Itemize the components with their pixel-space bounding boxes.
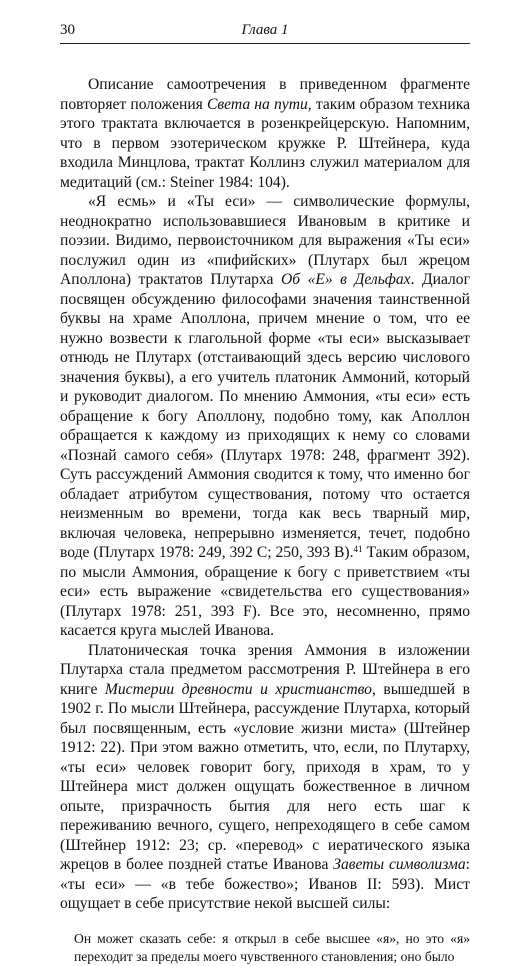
text-run: Таким образом, по мысли Аммония, обращение к богу с приветствием «ты еси» есть выражение «свидетельства его существования» (Плутарх 1978: 251, 393 F). Все это, несомненно, прямо касается круга мыслей Иванова.: [60, 544, 470, 639]
page-body: [60, 75, 470, 966]
paragraph-1: [60, 75, 470, 192]
quote-text: Он может сказать себе: я открыл в себе высшее «я», но это «я» переходит за пределы моего чувственного становления; оно было: [74, 930, 470, 964]
chapter-title: Глава 1: [241, 22, 289, 38]
text-run: , вышедшей в 1902 г. По мысли Штейнера, рассуждение Плутарха, который был посвященным, есть «условие жизни миста» (Штейнер 1912: 22). При этом важно отметить, что, если, по Плутарху, «ты еси» человек говорит богу, приходя в храм, то у Штейнера мист должен ощущать божественное в личном опыте, призрачность бытия для него есть шаг к переживанию вечного, сущего, непреходящего в себе самом (Штейнер 1912: 23; ср. «перевод» с иератического языка жрецов в более поздней статье Иванова: [60, 680, 470, 873]
italic-title: Об «Е» в Дельфах: [280, 271, 411, 288]
italic-title: Мистерии древности и христианство: [104, 680, 372, 698]
paragraph-3: [60, 641, 470, 914]
text-run: : «ты еси» — «в тебе божество»; Иванов II: 593). Мист ощущает в себе присутствие некой высшей силы:: [60, 856, 470, 912]
text-run: Описание самоотречения в приведенном фрагменте повторяет положения: [60, 76, 470, 113]
footnote-ref: 41: [353, 544, 363, 554]
page-number: 30: [60, 22, 75, 38]
header-rule: [60, 43, 470, 44]
paragraph-2: [60, 192, 470, 641]
text-run: Платоническая точка зрения Аммония в изложении Плутарха стала предметом рассмотрения Р. Штейнера в его книге: [60, 641, 470, 698]
text-run: , таким образом техника этого трактата включается в розенкрейцерскую. Напомним, что в первом эзотерическом кружке Р. Штейнера, куда входила Минцлова, трактат Коллинз служил материалом для медитаций (см.: Steiner 1984: 104).: [60, 95, 470, 191]
text-run: «Я есмь» и «Ты еси» — символические формулы, неоднократно использовавшиеся Ивановым в критике и поэзии. Видимо, первоисточником для выражения «Ты еси» послужил один из «пифийских» (Плутарх был жрецом Аполлона) трактатов Плутарха: [60, 193, 470, 288]
italic-title: Света на пути: [207, 95, 308, 113]
text-run: . Диалог посвящен обсуждению философами значения таинственной буквы на храме Аполлона, причем мнение о том, что ее нужно возвести к глагольной форме «ты еси» высказывает отнюдь не Плутарх (отстаивающий здесь версию числового значения буквы), а его учитель платоник Аммоний, который и руководит диалогом. По мнению Аммония, «ты еси» есть обращение к богу Аполлону, подобно тому, как Аполлон обращается к каждому из приходящих к нему со словами «Познай самого себя» (Плутарх 1978: 248, фрагмент 392). Суть рассуждений Аммония сводится к тому, что именно бог обладает атрибутом существования, потому что остается неизменным во времени, тогда как весь тварный мир, включая человека, непрерывно изменяется, течет, подобно воде (Плутарх 1978: 249, 392 C; 250, 393 B).: [60, 271, 471, 561]
running-header: [60, 22, 470, 44]
block-quote: [60, 930, 470, 966]
italic-title: Заветы символизма: [333, 856, 466, 873]
